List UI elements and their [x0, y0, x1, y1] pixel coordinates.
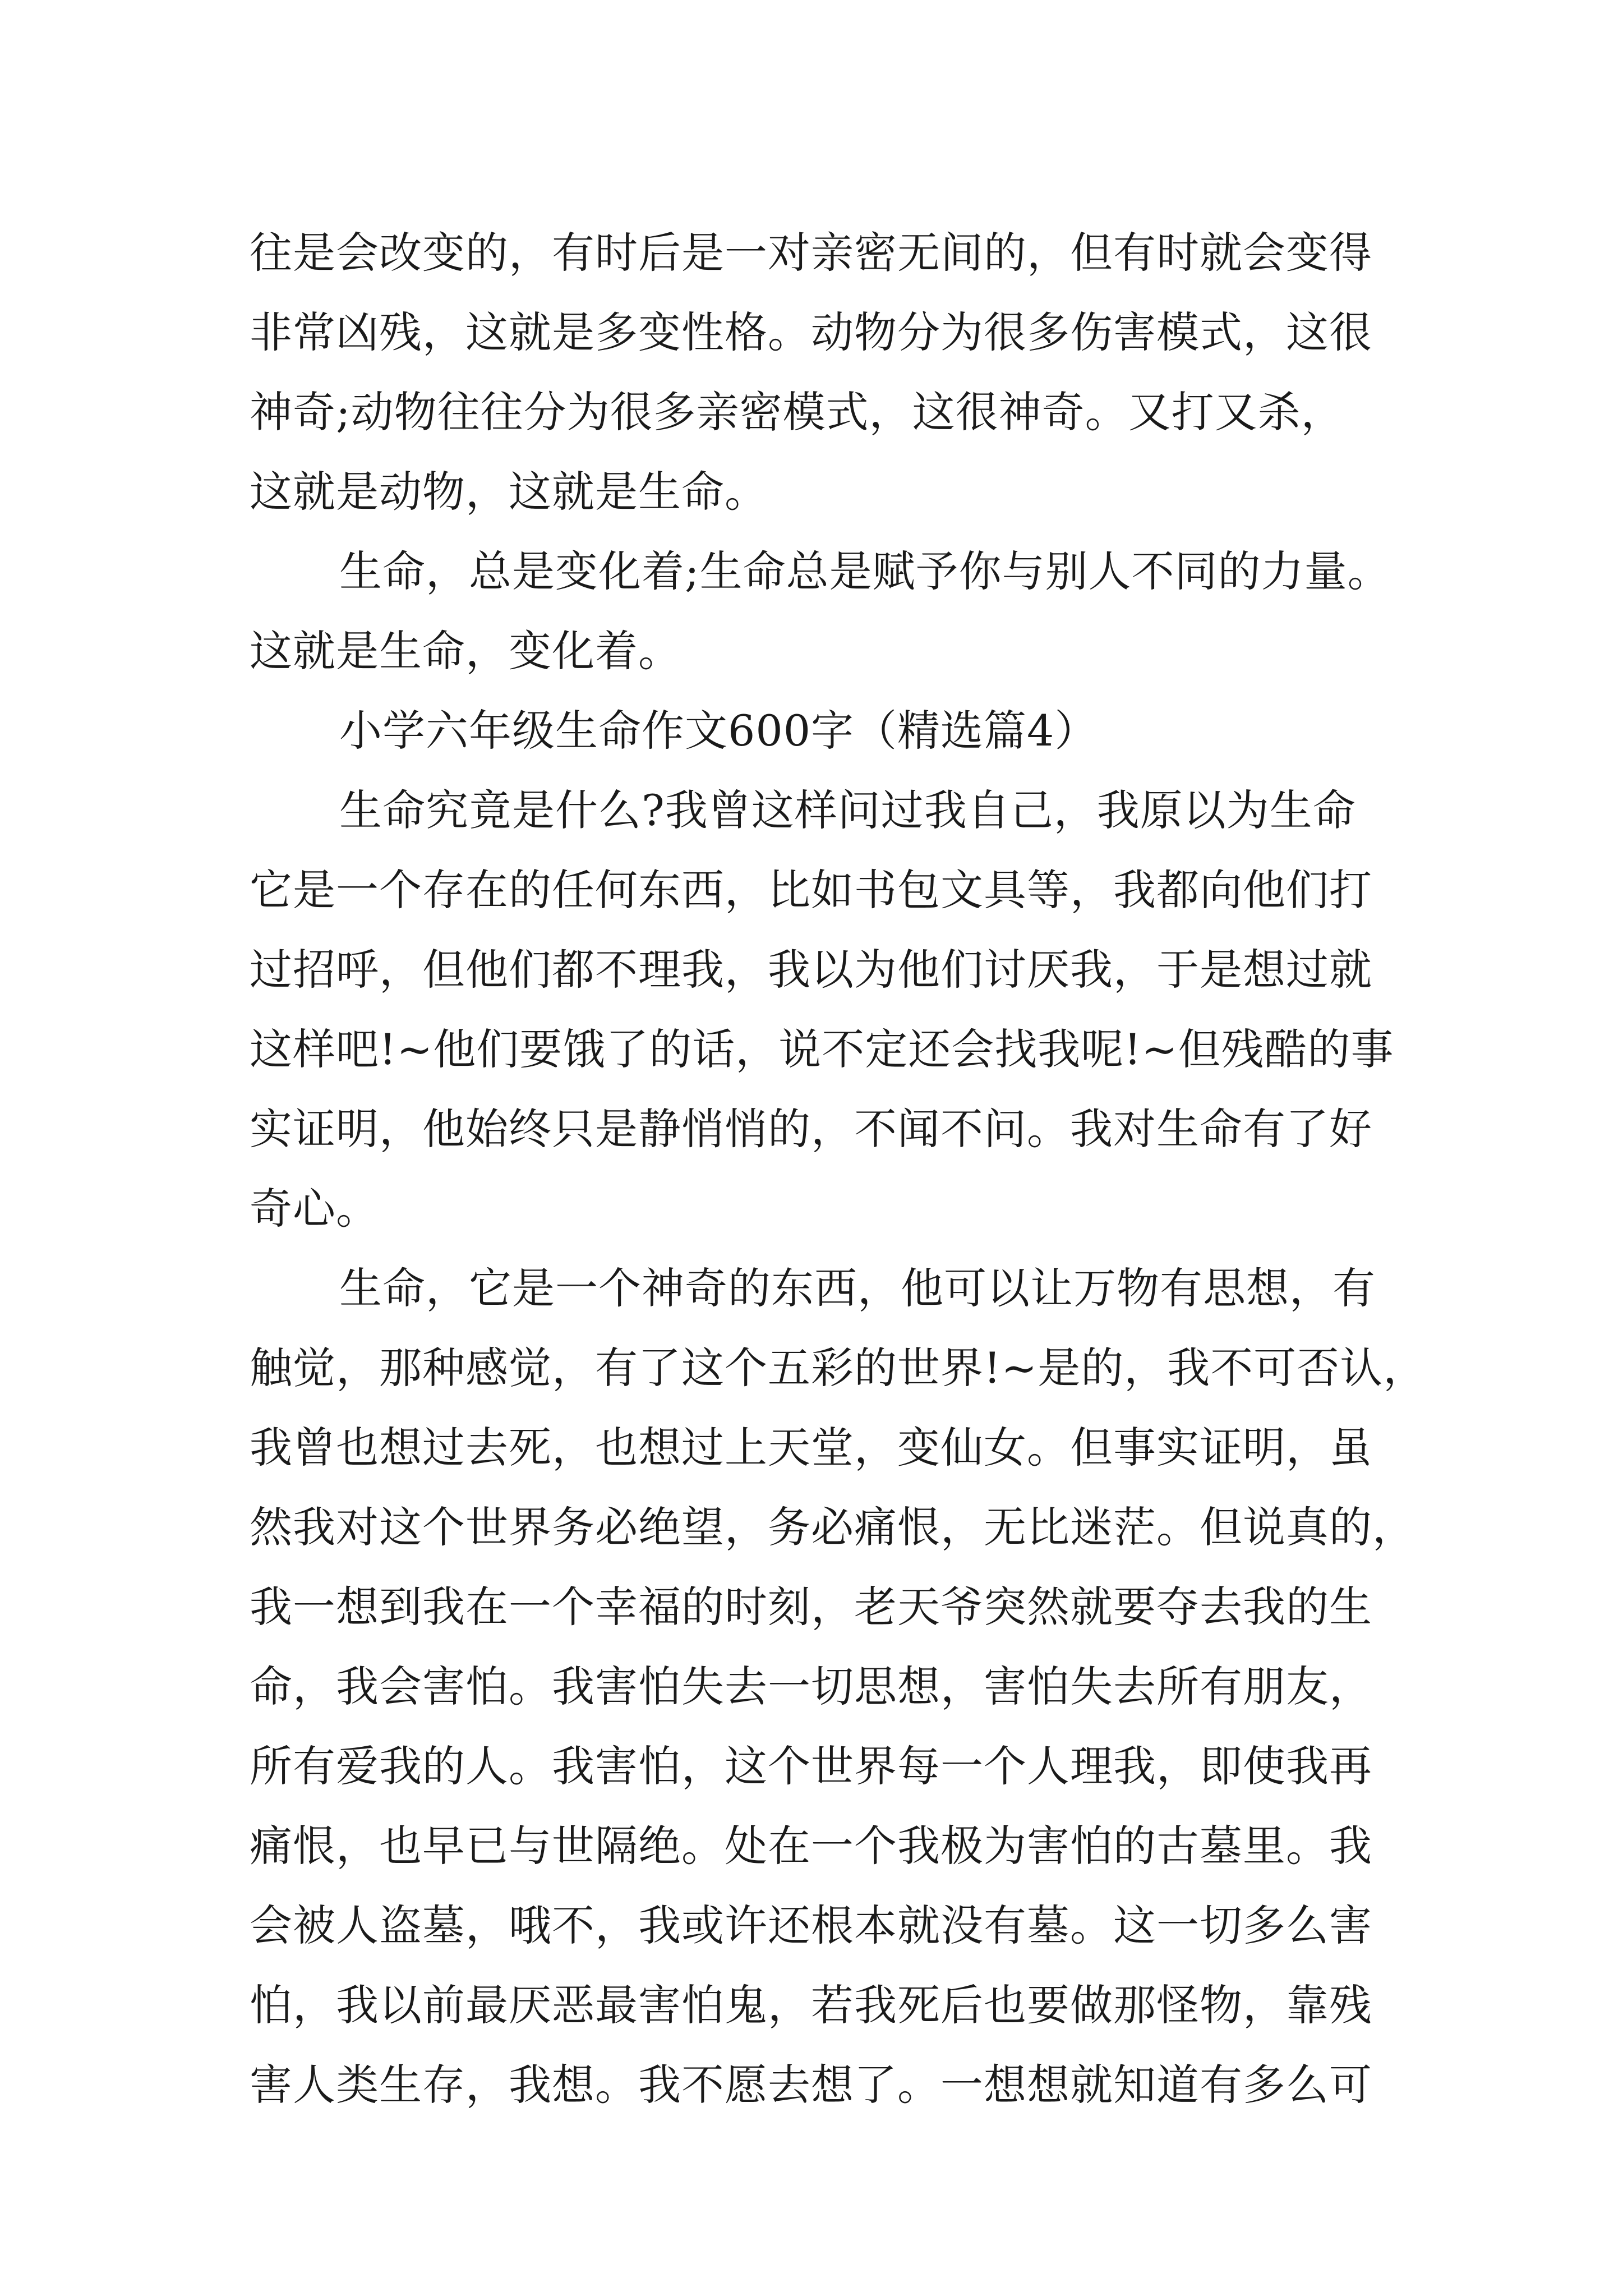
text-line: 害人类生存，我想。我不愿去想了。一想想就知道有多么可	[250, 2060, 1372, 2110]
text-line: 然我对这个世界务必绝望，务必痛恨，无比迷茫。但说真的，	[250, 1502, 1415, 1552]
text-line: 这就是生命，变化着。	[250, 626, 681, 676]
section-heading: 小学六年级生命作文600字（精选篇4）	[339, 706, 1098, 756]
essay-body	[250, 213, 1427, 2125]
text-line: 往是会改变的，有时后是一对亲密无间的，但有时就会变得	[250, 228, 1372, 278]
text-line: 非常凶残，这就是多变性格。动物分为很多伤害模式，这很	[250, 307, 1372, 357]
text-line: 奇心。	[250, 1184, 379, 1234]
text-line: 实证明，他始终只是静悄悄的，不闻不问。我对生命有了好	[250, 1104, 1372, 1154]
text-line: 过招呼，但他们都不理我，我以为他们讨厌我，于是想过就	[250, 945, 1372, 995]
paragraph-start-line: 生命，它是一个神奇的东西，他可以让万物有思想，有	[339, 1263, 1376, 1313]
text-line: 神奇;动物往往分为很多亲密模式，这很神奇。又打又杀，	[250, 387, 1344, 437]
text-line: 触觉，那种感觉，有了这个五彩的世界!~是的，我不可否认，	[250, 1343, 1427, 1393]
text-line: 会被人盗墓，哦不，我或许还根本就没有墓。这一切多么害	[250, 1901, 1372, 1950]
text-line: 怕，我以前最厌恶最害怕鬼，若我死后也要做那怪物，靠残	[250, 1980, 1372, 2030]
paragraph-start-line: 生命，总是变化着;生命总是赋予你与别人不同的力量。	[339, 546, 1391, 596]
text-line: 痛恨，也早已与世隔绝。处在一个我极为害怕的古墓里。我	[250, 1821, 1372, 1871]
text-line: 这样吧!~他们要饿了的话，说不定还会找我呢!~但残酷的事	[250, 1024, 1394, 1074]
text-line: 它是一个存在的任何东西，比如书包文具等，我都向他们打	[250, 865, 1372, 915]
text-line: 这就是动物，这就是生命。	[250, 467, 768, 517]
text-line: 我曾也想过去死，也想过上天堂，变仙女。但事实证明，虽	[250, 1423, 1372, 1473]
text-line: 所有爱我的人。我害怕，这个世界每一个人理我，即使我再	[250, 1741, 1372, 1791]
paragraph-start-line: 生命究竟是什么?我曾这样问过我自己，我原以为生命	[339, 785, 1356, 835]
text-line: 命，我会害怕。我害怕失去一切思想，害怕失去所有朋友，	[250, 1662, 1372, 1711]
text-line: 我一想到我在一个幸福的时刻，老天爷突然就要夺去我的生	[250, 1582, 1372, 1632]
